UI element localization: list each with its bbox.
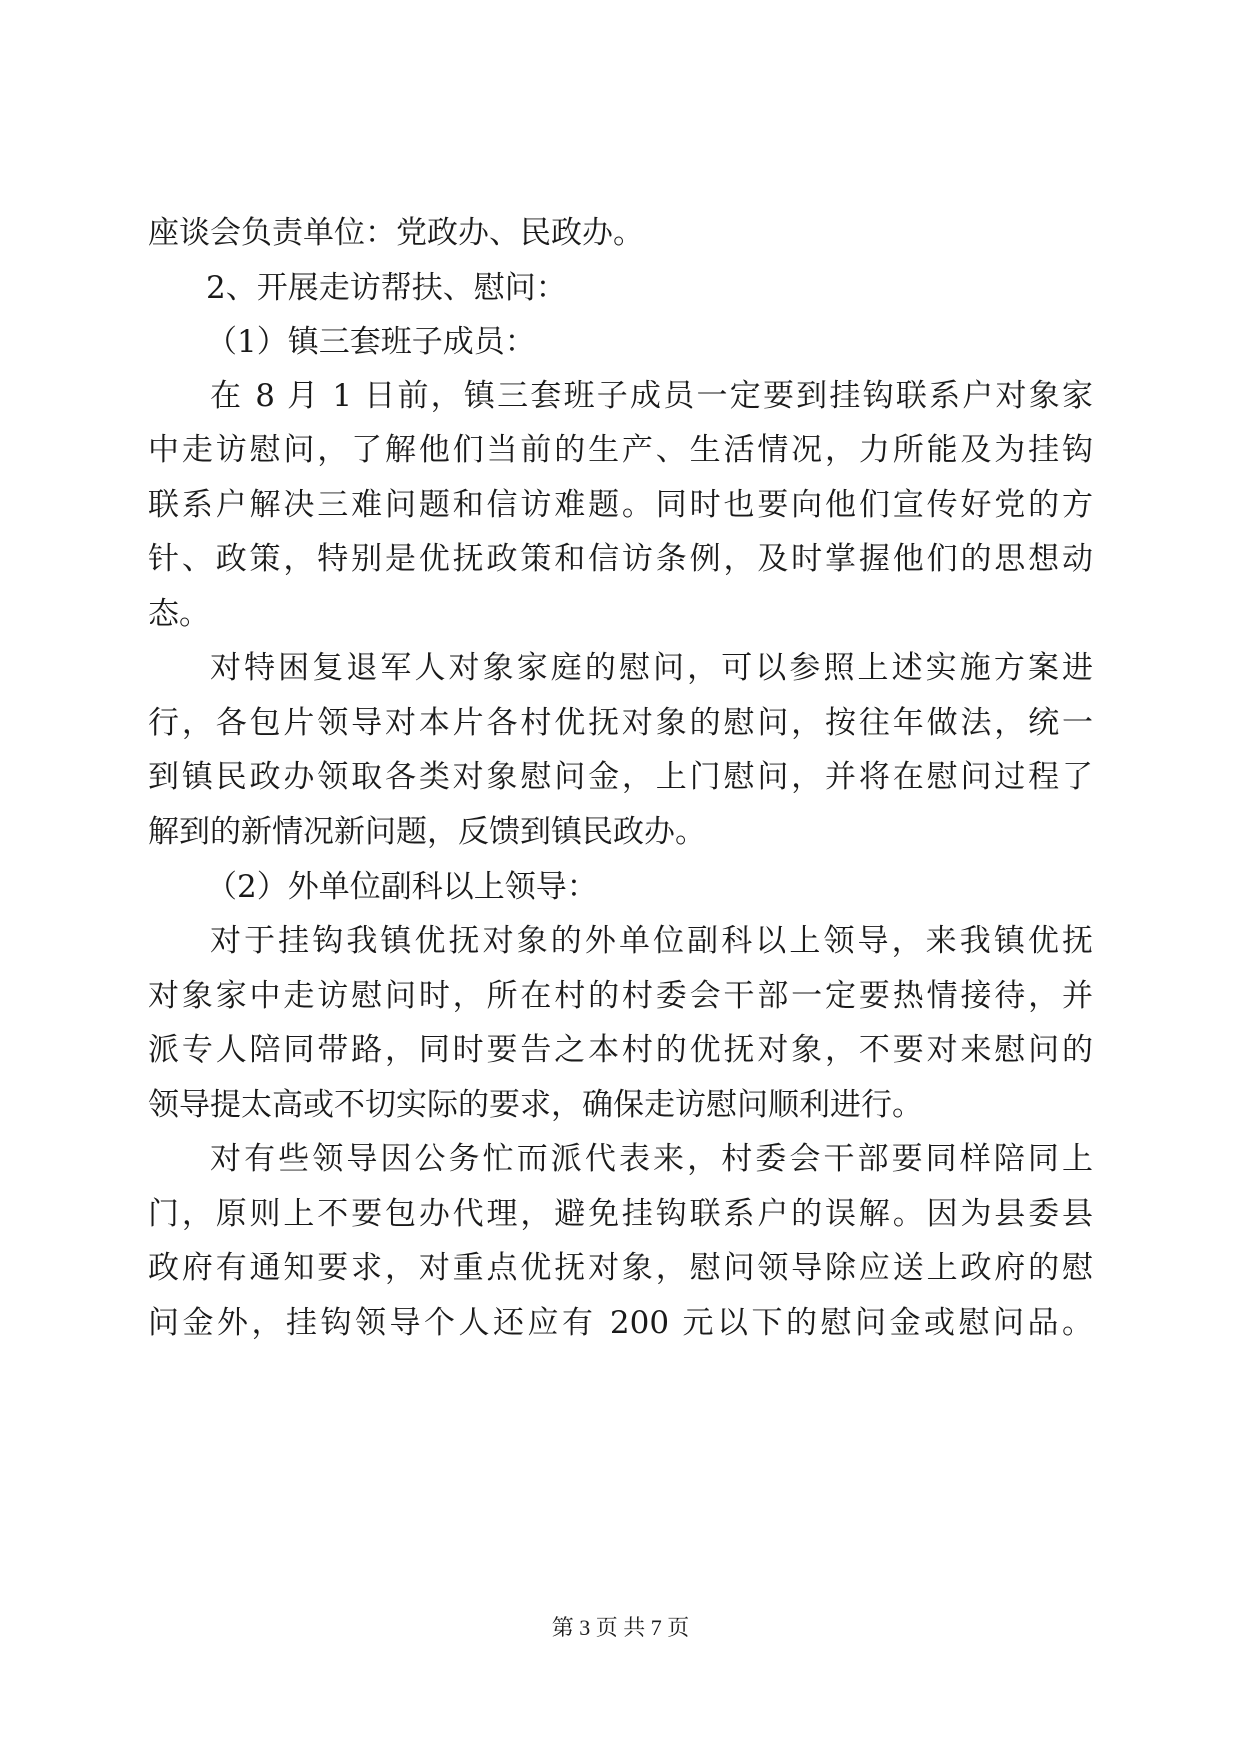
text-line: 派专人陪同带路，同时要告之本村的优抚对象，不要对来慰问的 bbox=[148, 1032, 1093, 1068]
text-line: 针、政策，特别是优抚政策和信访条例，及时掌握他们的思想动 bbox=[148, 541, 1093, 577]
text-line: 态。 bbox=[148, 596, 210, 632]
page-footer: 第 3 页 共 7 页 bbox=[551, 1615, 690, 1640]
text-line: 对特困复退军人对象家庭的慰问，可以参照上述实施方案进 bbox=[210, 650, 1093, 686]
text-line: 中走访慰问，了解他们当前的生产、生活情况，力所能及为挂钩 bbox=[148, 432, 1093, 468]
text-line: （1）镇三套班子成员： bbox=[206, 324, 536, 360]
text-line: 座谈会负责单位：党政办、民政办。 bbox=[148, 215, 644, 251]
text-line: 行，各包片领导对本片各村优抚对象的慰问，按往年做法，统一 bbox=[148, 705, 1093, 741]
text-line: 对于挂钩我镇优抚对象的外单位副科以上领导，来我镇优抚 bbox=[210, 923, 1093, 959]
text-line: 到镇民政办领取各类对象慰问金，上门慰问，并将在慰问过程了 bbox=[148, 759, 1093, 795]
text-line: 对象家中走访慰问时，所在村的村委会干部一定要热情接待，并 bbox=[148, 978, 1093, 1014]
text-line: 2、开展走访帮扶、慰问： bbox=[206, 270, 567, 306]
text-line: 问金外，挂钩领导个人还应有 200 元以下的慰问金或慰问品。 bbox=[148, 1305, 1093, 1341]
text-line: 解到的新情况新问题，反馈到镇民政办。 bbox=[148, 814, 706, 850]
text-line: 政府有通知要求，对重点优抚对象，慰问领导除应送上政府的慰 bbox=[148, 1250, 1093, 1286]
text-line: 门，原则上不要包办代理，避免挂钩联系户的误解。因为县委县 bbox=[148, 1196, 1093, 1232]
text-line: （2）外单位副科以上领导： bbox=[206, 869, 598, 905]
text-line: 对有些领导因公务忙而派代表来，村委会干部要同样陪同上 bbox=[210, 1141, 1093, 1177]
text-line: 联系户解决三难问题和信访难题。同时也要向他们宣传好党的方 bbox=[148, 487, 1093, 523]
text-line: 领导提太高或不切实际的要求，确保走访慰问顺利进行。 bbox=[148, 1087, 923, 1123]
text-line: 在 8 月 1 日前，镇三套班子成员一定要到挂钩联系户对象家 bbox=[210, 378, 1093, 414]
